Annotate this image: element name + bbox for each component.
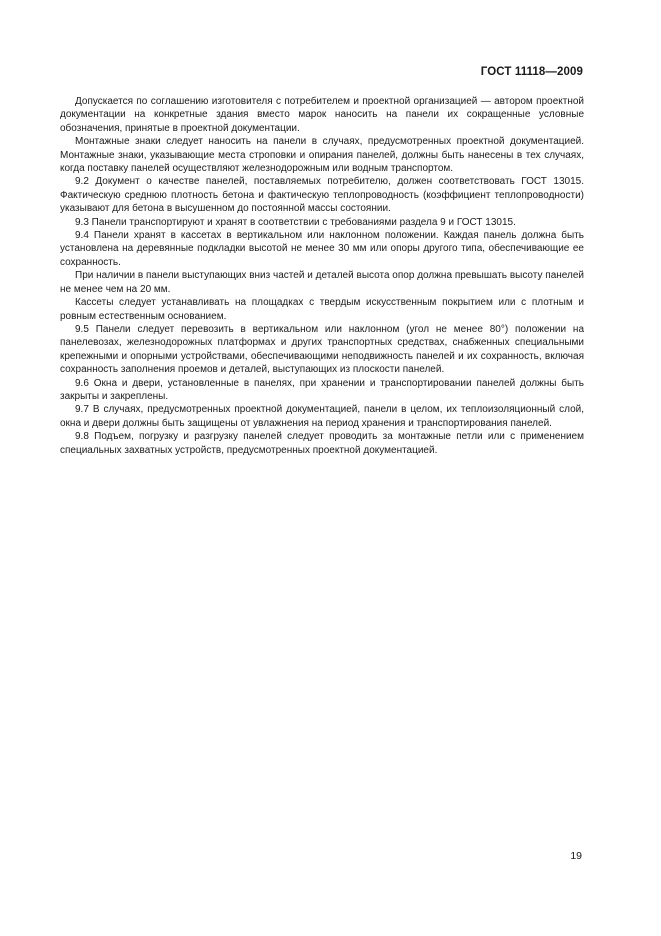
paragraph-cassettes: Кассеты следует устанавливать на площадках с твердым искусственным покрытием или с плотным и ровным естественным основанием.: [60, 297, 584, 322]
document-header: ГОСТ 11118—2009: [480, 66, 583, 78]
paragraph-9-7: 9.7 В случаях, предусмотренных проектной документацией, панели в целом, их теплоизоляционный слой, окна и двери должны быть защищены от увлажнения на период хранения и транспортирования панелей.: [60, 404, 584, 429]
paragraph-markings-agreement: Допускается по соглашению изготовителя с потребителем и проектной организацией — автором проектной документации на конкретные здания вместо марок наносить на панели их сокращенные условные обозначения, принятые в проектной документации.: [60, 96, 584, 134]
page-number: 19: [570, 850, 582, 862]
paragraph-9-8: 9.8 Подъем, погрузку и разгрузку панелей следует проводить за монтажные петли или с применением специальных захватных устройств, предусмотренных проектной документацией.: [60, 431, 584, 456]
paragraph-9-3: 9.3 Панели транспортируют и хранят в соответствии с требованиями раздела 9 и ГОСТ 13015.: [75, 216, 516, 228]
paragraph-9-2: 9.2 Документ о качестве панелей, поставляемых потребителю, должен соответствовать ГОСТ 13015. Фактическую среднюю плотность бетона и фактическую теплопроводность (коэффициент теплопроводности) указывают для бетона в высушенном до постоянной массы состоянии.: [60, 176, 584, 215]
paragraph-9-5: 9.5 Панели следует перевозить в вертикальном или наклонном (угол не менее 80°) положении на панелевозах, железнодорожных платформах и других транспортных средствах, снабженных специальными крепежными и опорными устройствами, обеспечивающими неподвижность панелей и их сохранность, включая сохранность заполнения проемов и деталей, выступающих из плоскости панелей.: [60, 323, 584, 376]
paragraph-support-height: При наличии в панели выступающих вниз частей и деталей высота опор должна превышать высоту панелей не менее чем на 20 мм.: [60, 270, 584, 295]
paragraph-9-6: 9.6 Окна и двери, установленные в панелях, при хранении и транспортировании панелей должны быть закрыты и закреплены.: [60, 377, 584, 402]
paragraph-9-4: 9.4 Панели хранят в кассетах в вертикальном или наклонном положении. Каждая панель должна быть установлена на деревянные подкладки высотой не менее 30 мм или опоры другого типа, обеспечивающие ее сохранность.: [60, 230, 584, 268]
paragraph-mounting-marks: Монтажные знаки следует наносить на панели в случаях, предусмотренных проектной документацией. Монтажные знаки, указывающие места строповки и опирания панелей, должны быть нанесены в тех случаях, когда поставку панелей осуществляют железнодорожным или водным транспортом.: [60, 136, 584, 175]
document-body: [60, 95, 584, 457]
